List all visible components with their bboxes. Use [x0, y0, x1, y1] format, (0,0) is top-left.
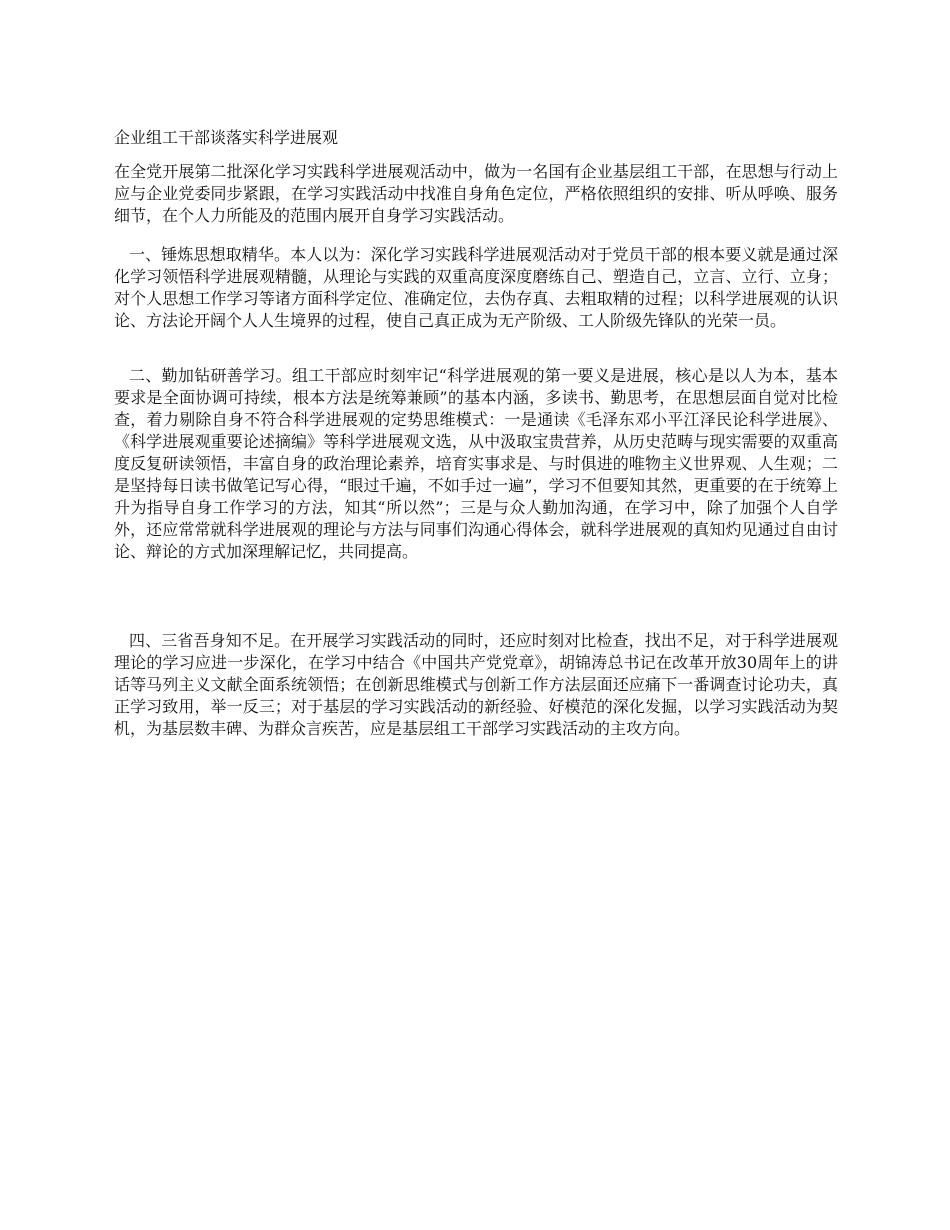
document-title: 企业组工干部谈落实科学进展观	[114, 128, 339, 147]
paragraph-intro: 在全党开展第二批深化学习实践科学进展观活动中，做为一名国有企业基层组工干部，在思想与行动上应与企业党委同步紧跟，在学习实践活动中找准自身角色定位，严格依照组织的安排、听从呼唤、服务细节，在个人力所能及的范围内展开自身学习实践活动。	[114, 162, 838, 225]
paragraph-section-four: 四、三省吾身知不足。在开展学习实践活动的同时，还应时刻对比检查，找出不足，对于科学进展观理论的学习应进一步深化，在学习中结合《中国共产党党章》，胡锦涛总书记在改革开放30周年上的讲话等马列主义文献全面系统领悟；在创新思维模式与创新工作方法层面还应痛下一番调查讨论功夫，真正学习致用，举一反三；对于基层的学习实践活动的新经验、好模范的深化发掘，以学习实践活动为契机，为基层数丰碑、为群众言疾苦，应是基层组工干部学习实践活动的主攻方向。	[114, 631, 838, 738]
paragraph-section-one: 一、锤炼思想取精华。本人以为：深化学习实践科学进展观活动对于党员干部的根本要义就是通过深化学习领悟科学进展观精髓，从理论与实践的双重高度深度磨练自己、塑造自己，立言、立行、立身；对个人思想工作学习等诸方面科学定位、准确定位，去伪存真、去粗取精的过程；以科学进展观的认识论、方法论开阔个人人生境界的过程，使自己真正成为无产阶级、工人阶级先锋队的光荣一员。	[114, 245, 838, 330]
paragraph-section-two: 二、勤加钻研善学习。组工干部应时刻牢记“科学进展观的第一要义是进展，核心是以人为本，基本要求是全面协调可持续，根本方法是统筹兼顾”的基本内涵，多读书、勤思考，在思想层面自觉对比检查，着力剔除自身不符合科学进展观的定势思维模式：一是通读《毛泽东邓小平江泽民论科学进展》、《科学进展观重要论述摘编》等科学进展观文选，从中汲取宝贵营养，从历史范畴与现实需要的双重高度反复研读领悟，丰富自身的政治理论素养，培育实事求是、与时俱进的唯物主义世界观、人生观；二是坚持每日读书做笔记写心得，“眼过千遍，不如手过一遍”，学习不但要知其然，更重要的在于统筹上升为指导自身工作学习的方法，知其“所以然”；三是与众人勤加沟通，在学习中，除了加强个人自学外，还应常常就科学进展观的理论与方法与同事们沟通心得体会，就科学进展观的真知灼见通过自由讨论、辩论的方式加深理解记忆，共同提高。	[114, 366, 838, 561]
